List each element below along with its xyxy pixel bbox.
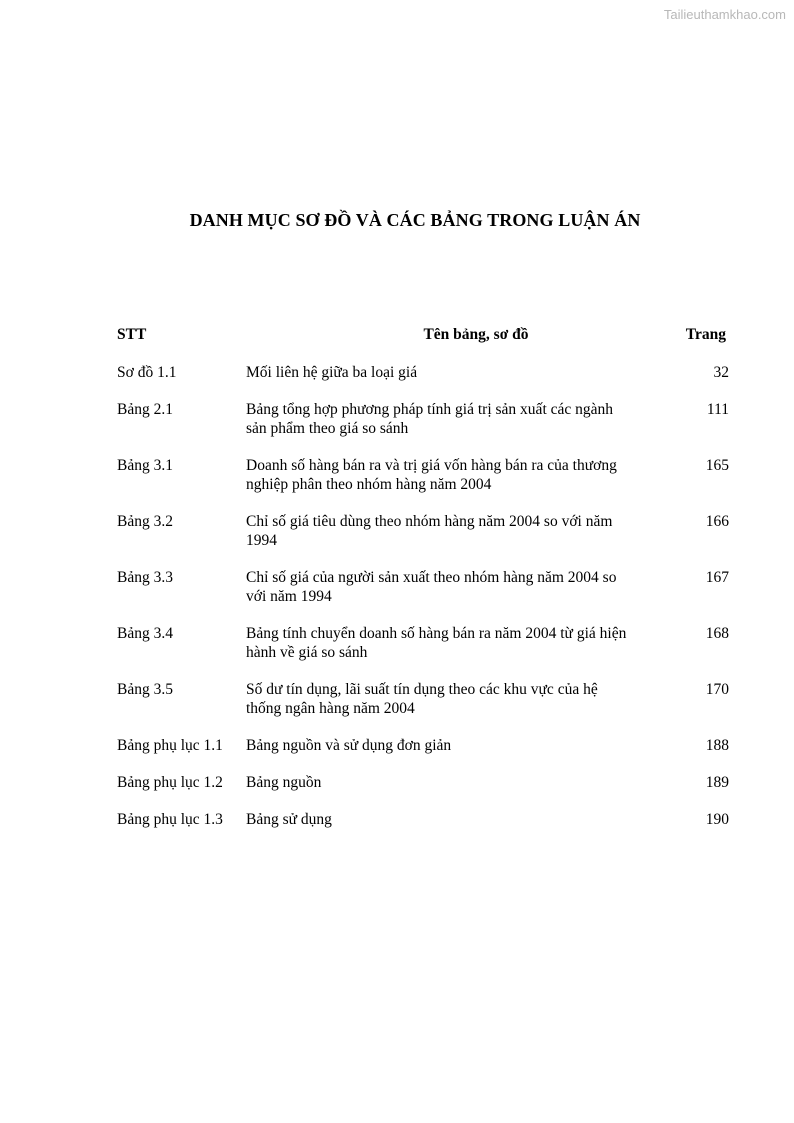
- table-row: [117, 400, 729, 456]
- row-name-line: thống ngân hàng năm 2004: [246, 700, 415, 717]
- row-name-line: Chỉ số giá của người sản xuất theo nhóm hàng năm 2004 so: [246, 569, 617, 586]
- row-page: 166: [705, 513, 729, 530]
- row-stt: Bảng phụ lục 1.3: [117, 811, 223, 828]
- table-row: [117, 568, 729, 624]
- row-stt: Bảng 3.1: [117, 457, 173, 474]
- row-name-line: nghiệp phân theo nhóm hàng năm 2004: [246, 476, 492, 493]
- watermark: Tailieuthamkhao.com: [663, 7, 786, 22]
- row-stt: Sơ đồ 1.1: [117, 364, 177, 381]
- table-row: [117, 773, 729, 810]
- row-stt: Bảng 3.4: [117, 625, 173, 642]
- row-page: 165: [705, 457, 729, 474]
- row-name-line: Số dư tín dụng, lãi suất tín dụng theo các khu vực của hệ: [246, 681, 598, 698]
- row-name-line: Bảng nguồn: [246, 774, 322, 791]
- row-page: 189: [705, 774, 729, 791]
- table-row: [117, 624, 729, 680]
- row-stt: Bảng 2.1: [117, 401, 173, 418]
- header-page: Trang: [685, 326, 726, 343]
- row-name-line: Bảng tính chuyển doanh số hàng bán ra năm 2004 từ giá hiện: [246, 625, 627, 642]
- table-row: [117, 810, 729, 847]
- row-name-line: với năm 1994: [246, 588, 332, 605]
- row-name-line: Chỉ số giá tiêu dùng theo nhóm hàng năm 2004 so với năm: [246, 513, 613, 530]
- row-name: [246, 512, 666, 550]
- header-stt: STT: [117, 326, 147, 343]
- row-name-line: Bảng sử dụng: [246, 811, 332, 828]
- table-row: [117, 680, 729, 736]
- row-name-line: 1994: [246, 532, 277, 549]
- row-name-line: Mối liên hệ giữa ba loại giá: [246, 364, 418, 381]
- row-stt: Bảng 3.2: [117, 513, 173, 530]
- row-name: [246, 568, 666, 606]
- row-name: [246, 680, 666, 718]
- row-stt: Bảng 3.5: [117, 681, 173, 698]
- row-name: [246, 624, 666, 662]
- header-name: Tên bảng, sơ đồ: [423, 326, 529, 343]
- table-row: [117, 512, 729, 568]
- table-header: [117, 325, 729, 363]
- row-name-line: sản phẩm theo giá so sánh: [246, 420, 409, 437]
- row-page: 188: [705, 737, 729, 754]
- row-name: [246, 456, 666, 494]
- table-row: [117, 736, 729, 773]
- row-stt: Bảng phụ lục 1.2: [117, 774, 223, 791]
- table-row: [117, 363, 729, 400]
- page-title: DANH MỤC SƠ ĐỒ VÀ CÁC BẢNG TRONG LUẬN ÁN: [189, 210, 641, 230]
- row-name-line: Doanh số hàng bán ra và trị giá vốn hàng bán ra của thương: [246, 457, 617, 474]
- row-page: 170: [705, 681, 729, 698]
- list-of-tables: [117, 325, 729, 847]
- row-page: 167: [705, 569, 729, 586]
- row-name-line: Bảng nguồn và sử dụng đơn giản: [246, 737, 452, 754]
- row-page: 32: [713, 364, 729, 381]
- row-stt: Bảng phụ lục 1.1: [117, 737, 223, 754]
- row-name: [246, 773, 666, 792]
- row-stt: Bảng 3.3: [117, 569, 173, 586]
- row-name-line: hành về giá so sánh: [246, 644, 368, 661]
- row-name: [246, 363, 666, 382]
- table-row: [117, 456, 729, 512]
- row-name-line: Bảng tổng hợp phương pháp tính giá trị sản xuất các ngành: [246, 401, 614, 418]
- row-page: 190: [705, 811, 729, 828]
- row-page: 111: [706, 401, 729, 418]
- row-name: [246, 810, 666, 829]
- row-name: [246, 400, 666, 438]
- row-page: 168: [705, 625, 729, 642]
- row-name: [246, 736, 666, 755]
